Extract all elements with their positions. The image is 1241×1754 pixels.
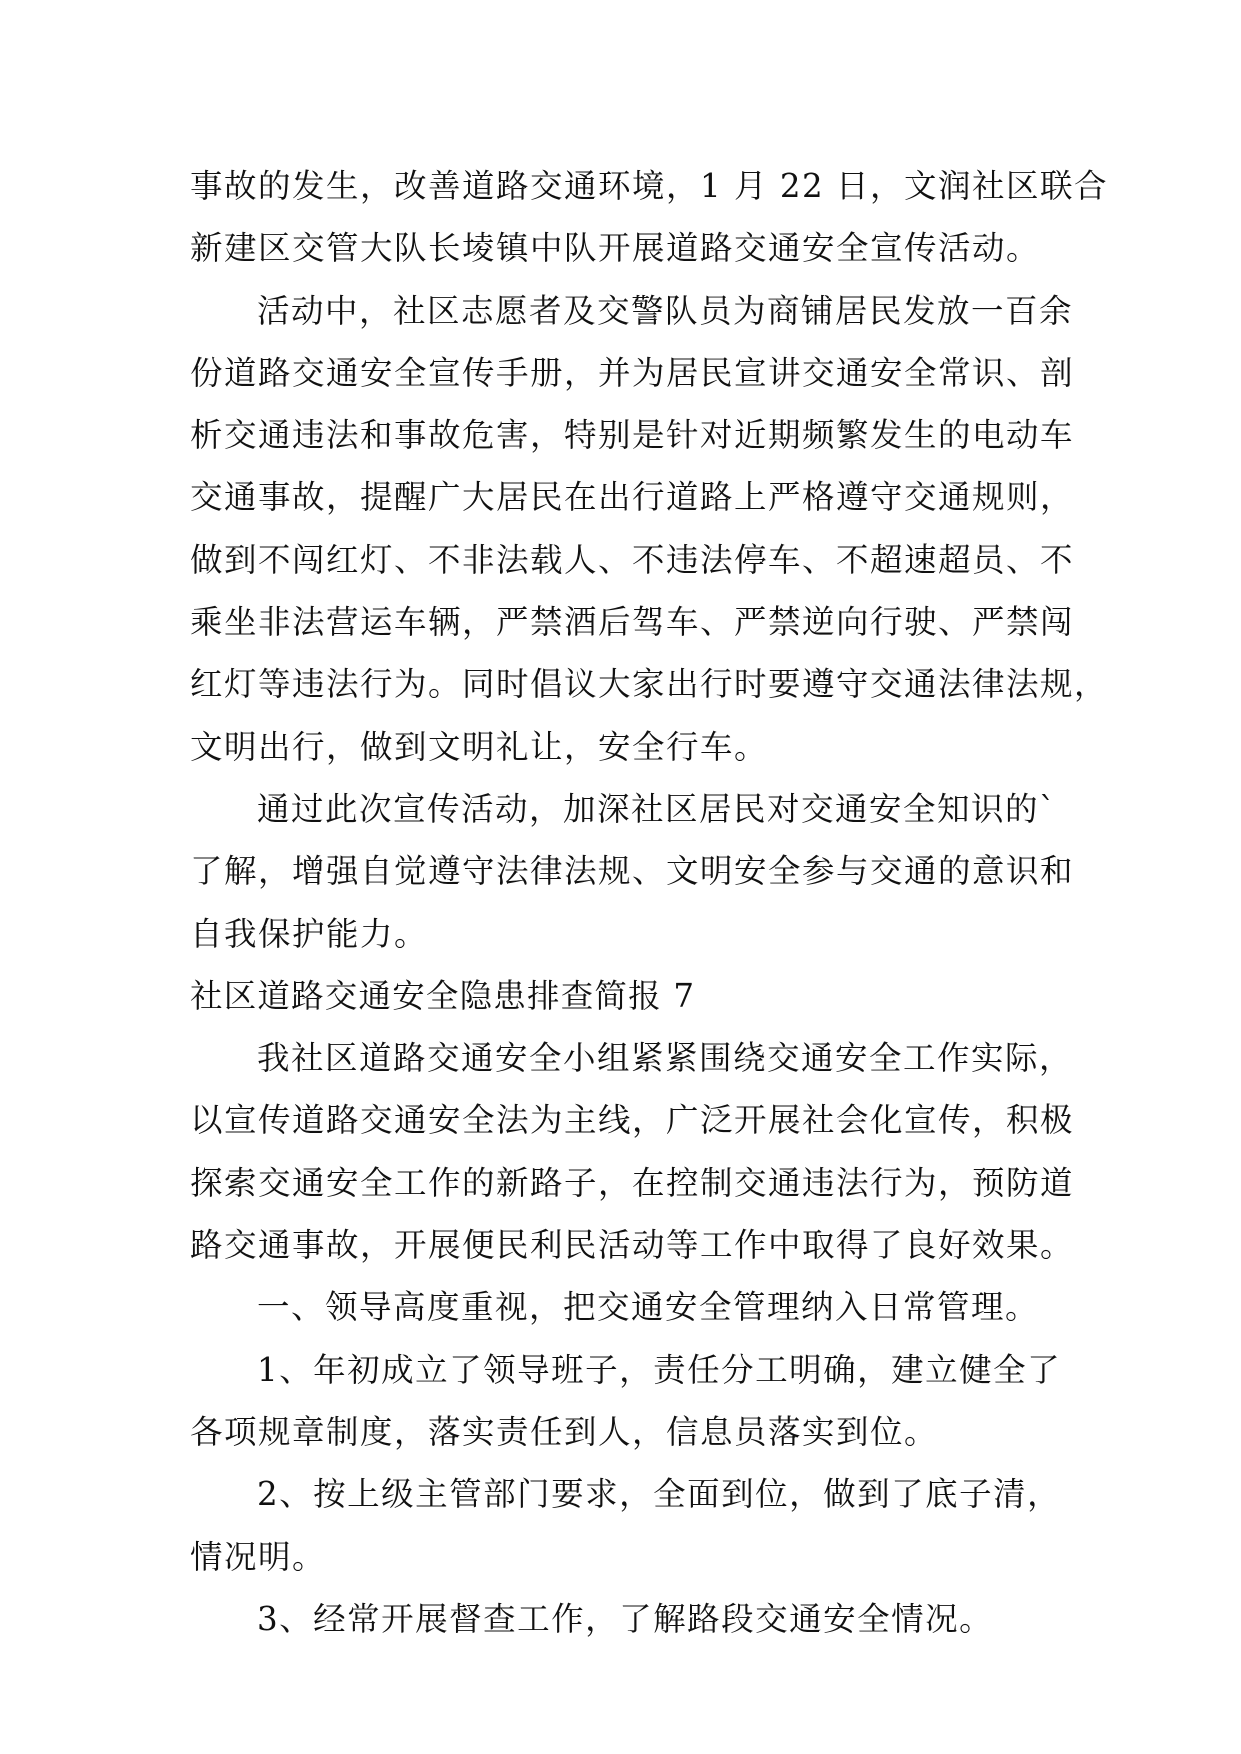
text-line: 新建区交管大队长堎镇中队开展道路交通安全宣传活动。 bbox=[190, 229, 1041, 268]
text-line: 情况明。 bbox=[190, 1537, 327, 1576]
text-line: 我社区道路交通安全小组紧紧围绕交通安全工作实际， bbox=[257, 1039, 1074, 1078]
text-line: 3、经常开展督查工作，了解路段交通安全情况。 bbox=[257, 1599, 994, 1638]
text-line: 份道路交通安全宣传手册，并为居民宣讲交通安全常识、剖 bbox=[190, 353, 1075, 392]
text-line: 文明出行，做到文明礼让，安全行车。 bbox=[190, 727, 769, 766]
text-line: 做到不闯红灯、不非法载人、不违法停车、不超速超员、不 bbox=[190, 540, 1075, 579]
text-line: 1、年初成立了领导班子，责任分工明确，建立健全了 bbox=[257, 1350, 1062, 1389]
text-line: 自我保护能力。 bbox=[190, 914, 429, 953]
text-line: 了解，增强自觉遵守法律法规、文明安全参与交通的意识和 bbox=[190, 852, 1075, 891]
text-line: 一、领导高度重视，把交通安全管理纳入日常管理。 bbox=[257, 1288, 1040, 1327]
text-line: 交通事故，提醒广大居民在出行道路上严格遵守交通规则， bbox=[190, 478, 1075, 517]
document-body bbox=[190, 155, 1109, 1650]
text-line: 2、按上级主管部门要求，全面到位，做到了底子清， bbox=[257, 1475, 1062, 1514]
text-line: 探索交通安全工作的新路子，在控制交通违法行为，预防道 bbox=[190, 1163, 1075, 1202]
section-heading: 社区道路交通安全隐患排查简报 7 bbox=[190, 976, 696, 1015]
text-line: 事故的发生，改善道路交通环境，1 月 22 日，文润社区联合 bbox=[190, 167, 1109, 205]
text-line: 析交通违法和事故危害，特别是针对近期频繁发生的电动车 bbox=[190, 416, 1075, 455]
text-line: 各项规章制度，落实责任到人，信息员落实到位。 bbox=[190, 1412, 939, 1451]
text-line: 乘坐非法营运车辆，严禁酒后驾车、严禁逆向行驶、严禁闯 bbox=[190, 603, 1075, 642]
text-line: 活动中，社区志愿者及交警队员为商铺居民发放一百余 bbox=[257, 291, 1074, 330]
text-line: 通过此次宣传活动，加深社区居民对交通安全知识的` bbox=[257, 789, 1057, 828]
text-line: 路交通事故，开展便民利民活动等工作中取得了良好效果。 bbox=[190, 1226, 1075, 1265]
text-line: 以宣传道路交通安全法为主线，广泛开展社会化宣传，积极 bbox=[190, 1101, 1075, 1140]
text-line: 红灯等违法行为。同时倡议大家出行时要遵守交通法律法规， bbox=[190, 665, 1109, 704]
